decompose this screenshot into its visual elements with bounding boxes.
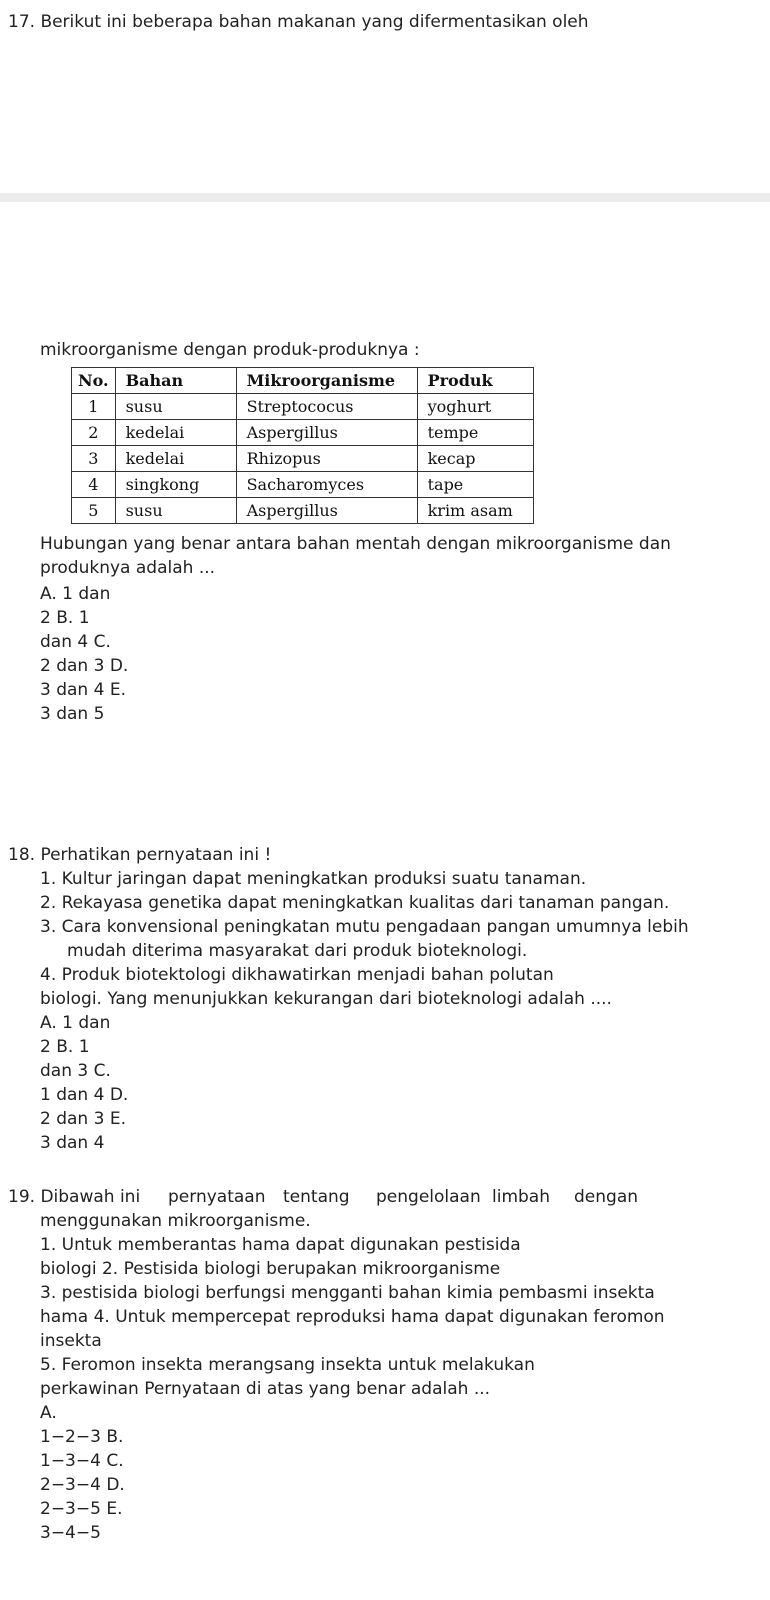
- table-row: [72, 394, 534, 420]
- q18-statement: 3. Cara konvensional peningkatan mutu pengadaan pangan umumnya lebih: [40, 917, 689, 937]
- q18-statement-cont: mudah diterima masyarakat dari produk bioteknologi.: [67, 941, 528, 961]
- q19-line: 5. Feromon insekta merangsang insekta untuk melakukan: [40, 1355, 535, 1375]
- q18-answer-line: 2 B. 1: [40, 1037, 90, 1057]
- q18-header: 18. Perhatikan pernyataan ini !: [8, 845, 272, 865]
- q17-answer-line: dan 4 C.: [40, 632, 111, 652]
- q19-line: biologi 2. Pestisida biologi berupakan mikroorganisme: [40, 1259, 501, 1279]
- q18-answer-line: A. 1 dan: [40, 1013, 111, 1033]
- q19-line: menggunakan mikroorganisme.: [40, 1211, 311, 1231]
- q18-answer-line: 2 dan 3 E.: [40, 1109, 126, 1129]
- q19-line: insekta: [40, 1331, 102, 1351]
- q19-answer-line: 2−3−5 E.: [40, 1499, 123, 1519]
- q18-statement: 2. Rekayasa genetika dapat meningkatkan kualitas dari tanaman pangan.: [40, 893, 670, 913]
- q18-statement: 4. Produk biotektologi dikhawatirkan menjadi bahan polutan: [40, 965, 554, 985]
- table-header-row: [72, 368, 534, 394]
- table-cell: 2: [72, 420, 116, 446]
- table-header-cell: Produk: [417, 368, 533, 394]
- table-cell: tempe: [417, 420, 533, 446]
- q17-question-line2: produknya adalah ...: [40, 558, 216, 578]
- table-cell: kedelai: [115, 420, 236, 446]
- table-cell: 4: [72, 472, 116, 498]
- q19-line: 3. pestisida biologi berfungsi mengganti bahan kimia pembasmi insekta: [40, 1283, 655, 1303]
- table-cell: krim asam: [417, 498, 533, 524]
- table-row: [72, 498, 534, 524]
- table-row: [72, 472, 534, 498]
- q19-header-word: limbah: [492, 1187, 550, 1207]
- q19-header-word: tentang: [283, 1187, 350, 1207]
- q19-header-word: pengelolaan: [376, 1187, 481, 1207]
- q17-answer-line: 3 dan 4 E.: [40, 680, 126, 700]
- table-cell: Sacharomyces: [236, 472, 417, 498]
- table-cell: susu: [115, 394, 236, 420]
- table-cell: 5: [72, 498, 116, 524]
- q17-question-line1: Hubungan yang benar antara bahan mentah dengan mikroorganisme dan: [40, 534, 671, 554]
- q18-question: biologi. Yang menunjukkan kekurangan dari bioteknologi adalah ....: [40, 989, 612, 1009]
- q19-header-word: pernyataan: [168, 1187, 266, 1207]
- q19-line: perkawinan Pernyataan di atas yang benar adalah ...: [40, 1379, 491, 1399]
- table-cell: 1: [72, 394, 116, 420]
- table-cell: tape: [417, 472, 533, 498]
- table-cell: kedelai: [115, 446, 236, 472]
- table-cell: Streptococus: [236, 394, 417, 420]
- q18-answer-line: 3 dan 4: [40, 1133, 105, 1153]
- table-cell: kecap: [417, 446, 533, 472]
- q18-answer-line: 1 dan 4 D.: [40, 1085, 129, 1105]
- q19-answer-line: 2−3−4 D.: [40, 1475, 125, 1495]
- q17-intro: mikroorganisme dengan produk-produknya :: [40, 340, 420, 360]
- q19-answer-line: 1−2−3 B.: [40, 1427, 124, 1447]
- table-cell: susu: [115, 498, 236, 524]
- table-cell: 3: [72, 446, 116, 472]
- table-header-cell: Mikroorganisme: [236, 368, 417, 394]
- table-cell: yoghurt: [417, 394, 533, 420]
- q19-answer-line: 1−3−4 C.: [40, 1451, 124, 1471]
- q17-answer-line: 2 B. 1: [40, 608, 90, 628]
- fermentation-table: [71, 367, 534, 524]
- q19-header-num: 19. Dibawah ini: [8, 1187, 141, 1207]
- table-header-cell: Bahan: [115, 368, 236, 394]
- q19-line: 1. Untuk memberantas hama dapat digunakan pestisida: [40, 1235, 521, 1255]
- q18-statement: 1. Kultur jaringan dapat meningkatkan produksi suatu tanaman.: [40, 869, 587, 889]
- q17-header: 17. Berikut ini beberapa bahan makanan yang difermentasikan oleh: [8, 12, 589, 32]
- table-cell: Aspergillus: [236, 420, 417, 446]
- q19-line: hama 4. Untuk mempercepat reproduksi hama dapat digunakan feromon: [40, 1307, 665, 1327]
- table-row: [72, 446, 534, 472]
- table-header-cell: No.: [72, 368, 116, 394]
- q17-answer-line: 2 dan 3 D.: [40, 656, 129, 676]
- q19-header-word: dengan: [574, 1187, 639, 1207]
- q18-answer-line: dan 3 C.: [40, 1061, 111, 1081]
- table-cell: singkong: [115, 472, 236, 498]
- q19-answer-line: 3−4−5: [40, 1523, 101, 1543]
- q19-answer-line: A.: [40, 1403, 57, 1423]
- separator-band: [0, 193, 770, 202]
- table-cell: Aspergillus: [236, 498, 417, 524]
- table-cell: Rhizopus: [236, 446, 417, 472]
- q17-answer-line: A. 1 dan: [40, 584, 111, 604]
- table-row: [72, 420, 534, 446]
- q17-answer-line: 3 dan 5: [40, 704, 105, 724]
